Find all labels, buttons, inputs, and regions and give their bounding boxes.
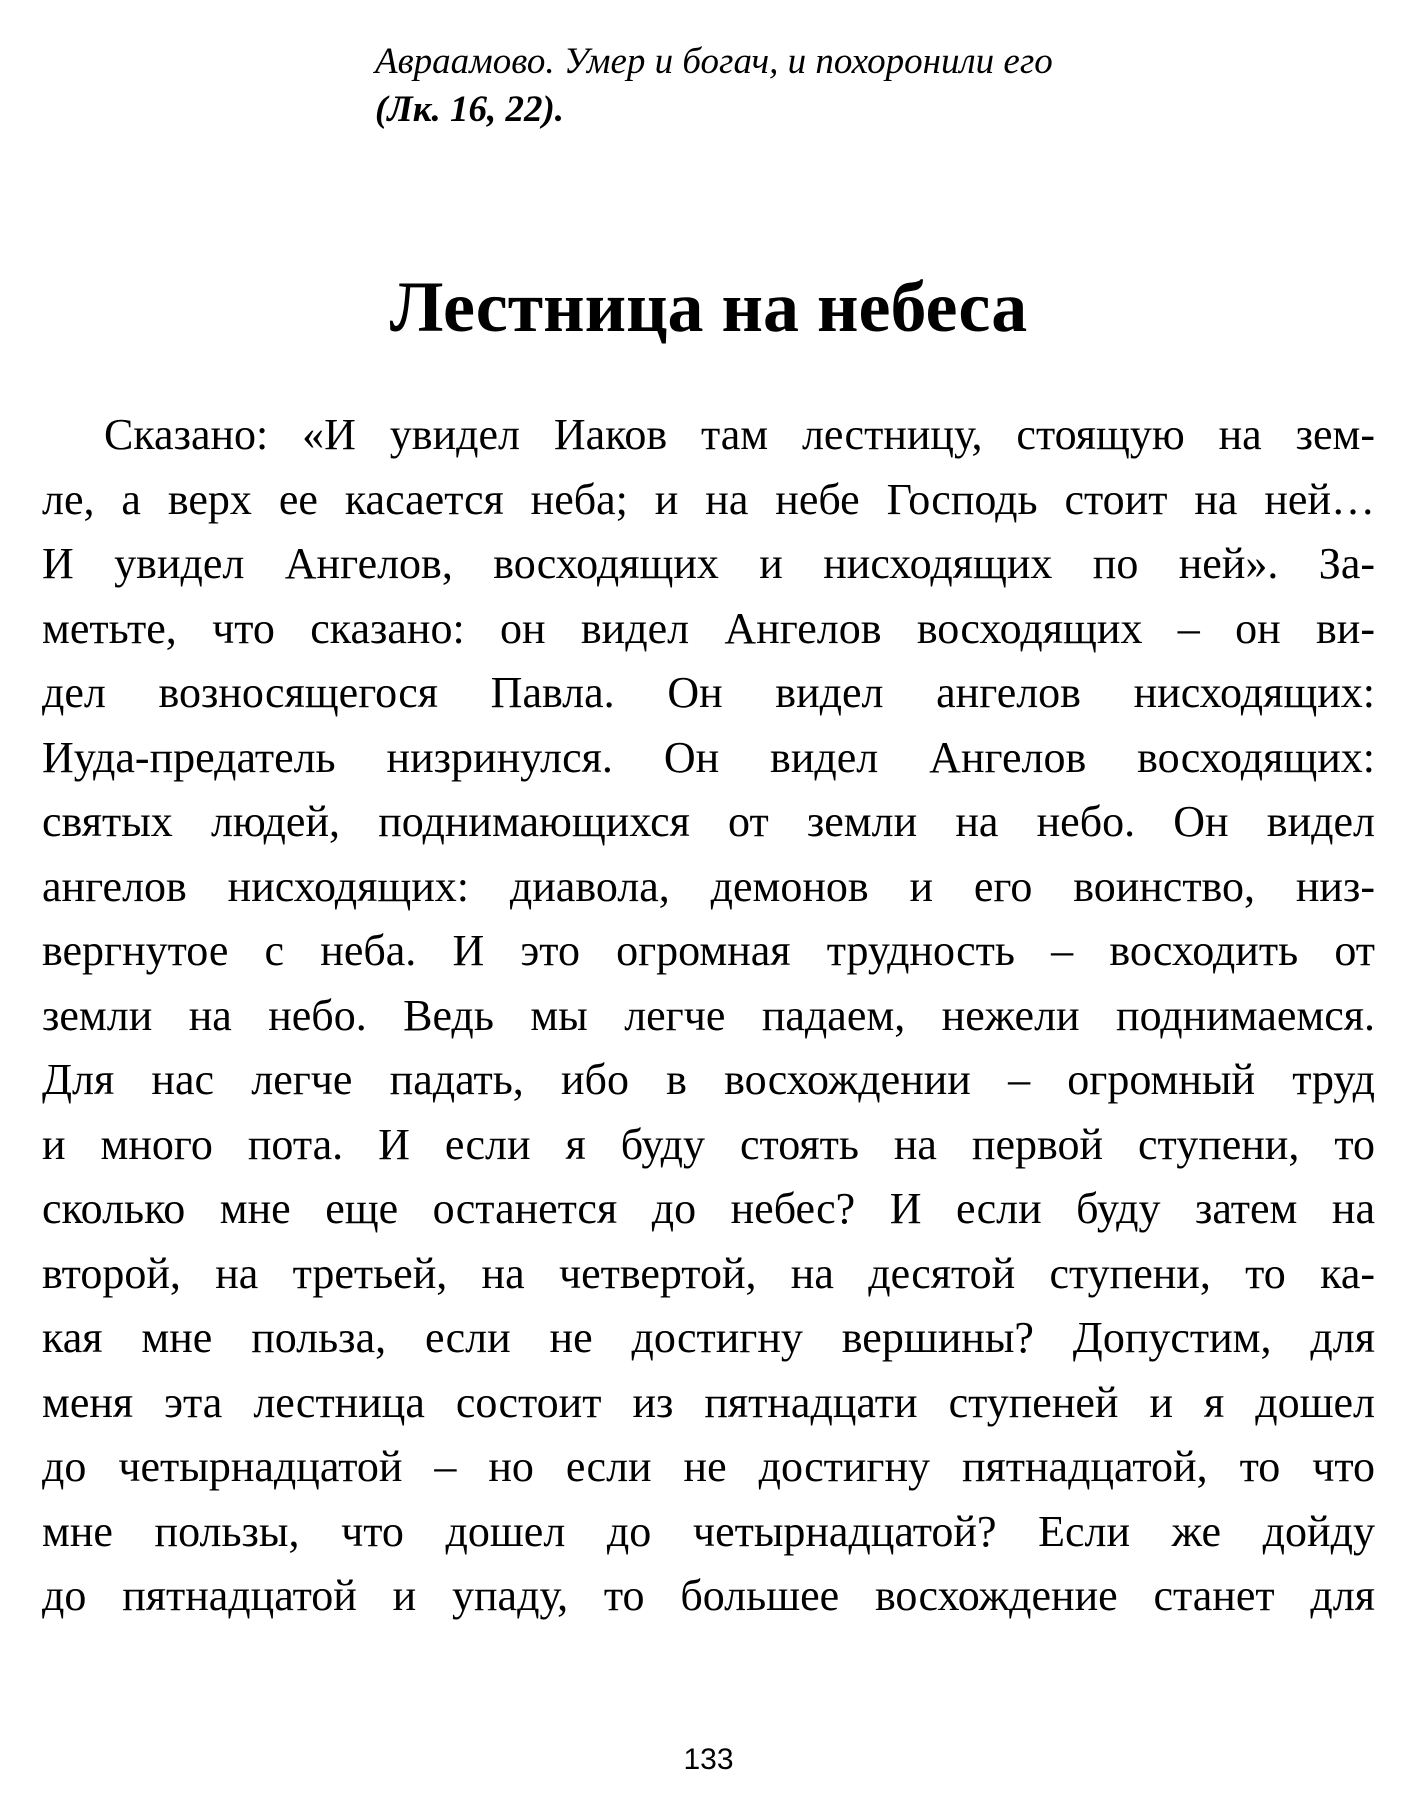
body-line: Сказано: «И увидел Иаков там лестницу, стоящую на зем-: [104, 410, 1375, 459]
body-paragraph: [42, 403, 1375, 1629]
body-line: кая мне польза, если не достигну вершины? Допустим, для: [42, 1313, 1375, 1362]
epigraph-line: Авраамово. Умер и богач, и похоронили его: [375, 41, 1053, 82]
body-line: сколько мне еще останется до небес? И если буду затем на: [42, 1184, 1375, 1233]
body-line: второй, на третьей, на четвертой, на десятой ступени, то ка-: [42, 1248, 1375, 1298]
body-line: меня эта лестница состоит из пятнадцати ступеней и я дошел: [42, 1377, 1375, 1427]
body-line: до пятнадцатой и упаду, то большее восхождение станет для: [42, 1571, 1375, 1620]
body-line: мне пользы, что дошел до четырнадцатой? Если же дойду: [42, 1506, 1375, 1556]
epigraph: [375, 38, 1275, 134]
body-line: Иуда-предатель низринулся. Он видел Ангелов восходящих:: [42, 732, 1375, 782]
body-line: земли на небо. Ведь мы легче падаем, нежели поднимаемся.: [42, 990, 1375, 1040]
body-line: дел возносящегося Павла. Он видел ангелов нисходящих:: [42, 668, 1375, 717]
body-line: вергнутое с неба. И это огромная трудность – восходить от: [42, 926, 1375, 975]
chapter-title: Лестница на небеса: [389, 267, 1028, 347]
page-number: 133: [683, 1743, 734, 1776]
body-line: ангелов нисходящих: диавола, демонов и его воинство, низ-: [42, 861, 1375, 911]
epigraph-reference: (Лк. 16, 22).: [375, 89, 565, 130]
body-line: И увидел Ангелов, восходящих и нисходящих по ней». За-: [42, 539, 1375, 588]
body-line: до четырнадцатой – но если не достигну пятнадцатой, то что: [42, 1442, 1375, 1491]
body-line: Для нас легче падать, ибо в восхождении – огромный труд: [42, 1055, 1375, 1104]
body-line: ле, а верх ее касается неба; и на небе Господь стоит на ней…: [42, 474, 1375, 524]
body-line: и много пота. И если я буду стоять на первой ступени, то: [42, 1119, 1375, 1169]
body-line: метьте, что сказано: он видел Ангелов восходящих – он ви-: [42, 603, 1375, 653]
body-line: святых людей, поднимающихся от земли на небо. Он видел: [42, 797, 1375, 846]
